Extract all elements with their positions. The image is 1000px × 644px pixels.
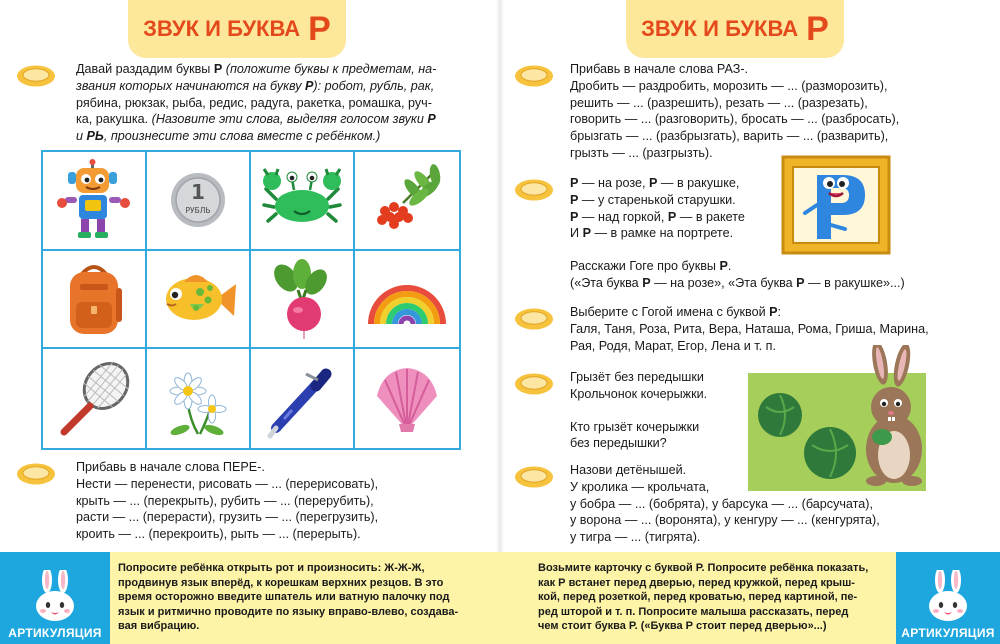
riddle-task: Грызёт без передышки Крольчонок кочерыжки. Кто грызёт кочерыжки без передышки?: [570, 370, 708, 451]
grid-cell-racket: [43, 349, 147, 448]
ruble-coin-icon: [154, 159, 242, 241]
grid-cell-radish: [251, 251, 355, 350]
grid-cell-robot: [43, 152, 147, 251]
articulation-text-right: Возьмите карточку с буквой Р. Попросите ребёнка показать, как Р встанет перед дверью, перед кружкой, перед крыш- кой, перед розеткой, перед кроватью, перед картиной, пе- ред шторой и т. п. Попросите малыша рассказать, перед чем стоит буква Р. («Буква Р стоит перед дверью»...): [538, 562, 869, 633]
backpack-icon: [50, 258, 138, 340]
crab-icon: [258, 159, 346, 241]
framed-letter-p-icon: [781, 155, 891, 255]
raz-task: Прибавь в начале слова РАЗ-. Дробить — раздробить, морозить — ... (разморозить), решить — ... (разрешить), резать — ... (разрезать), говорить — ... (разговорить), бросать — ... (разбросать), брызгать — ... (разбрызгать), варить — ... (разварить), грызть — ... (разгрызть).: [570, 62, 900, 160]
plate-icon: [514, 465, 554, 489]
chamomile-icon: [154, 358, 242, 440]
radish-icon: [258, 258, 346, 340]
babies-task: Назови детёнышей. У кролика — крольчата, у бобра — ... (бобрята), у барсука — ... (барсучата), у ворона — ... (воронята), у кенгуру — ... (кенгурята), у тигра — ... (тигрята).: [570, 463, 880, 545]
grid-cell-chamomile: [147, 349, 251, 448]
articulation-text-left: Попросите ребёнка открыть рот и произносить: Ж-Ж-Ж, продвинув язык вперёд, к корешкам верхних резцов. В это время осторожно введите шпатель или ватную палочку под язык и ритмично проводите по языку вправо-влево, создава- вая вибрацию.: [118, 562, 459, 633]
names-task: Выберите с Гогой имена с буквой Р: Галя, Таня, Роза, Рита, Вера, Наташа, Рома, Гриша, Марина, Рая, Родя, Марат, Егор, Лена и т. п.: [570, 305, 929, 353]
grid-cell-seashell: [355, 349, 459, 448]
picture-grid: [41, 150, 461, 450]
articulation-badge-right: АРТИКУЛЯЦИЯ: [896, 552, 1000, 644]
right-page-title: ЗВУК И БУКВА Р: [626, 0, 844, 58]
svg-text:1: 1: [191, 180, 205, 205]
grid-cell-fish: [147, 251, 251, 350]
plate-icon: [514, 64, 554, 88]
plate-icon: [514, 178, 554, 202]
plate-icon: [16, 64, 56, 88]
seashell-icon: [363, 358, 451, 440]
right-page: [500, 0, 1000, 644]
grid-cell-backpack: [43, 251, 147, 350]
letters-task: Давай раздадим буквы Р (положите буквы к предметам, на- звания которых начинаются на букву Р): робот, рубль, рак, рябина, рюкзак, рыба, редис, радуга, ракетка, ромашка, руч- ка, ракушка. (Назовите эти слова, выделяя голосом звуки Р и РЬ, произнесите эти слова вместе с ребёнком.): [76, 62, 437, 144]
grid-cell-rowan: [355, 152, 459, 251]
svg-text:РУБЛЬ: РУБЛЬ: [185, 206, 211, 216]
grid-cell-crab: [251, 152, 355, 251]
poem-task: Р — на розе, Р — в ракушке, Р — у старенькой старушки. Р — над горкой, Р — в ракете И Р — в рамке на портрете. Расскажи Гоге про буквы Р. («Эта буква Р — на розе», «Эта буква Р — в ракушке»...): [570, 176, 905, 290]
rowan-icon: [363, 159, 451, 241]
articulation-badge-left: АРТИКУЛЯЦИЯ: [0, 552, 110, 644]
grid-cell-rainbow: [355, 251, 459, 350]
fish-icon: [154, 258, 242, 340]
grid-cell-ruble: [147, 152, 251, 251]
pen-icon: [258, 358, 346, 440]
plate-icon: [514, 307, 554, 331]
plate-icon: [514, 372, 554, 396]
bunny-icon: [916, 570, 980, 626]
bunny-icon: [23, 570, 87, 626]
plate-icon: [16, 462, 56, 486]
grid-cell-pen: [251, 349, 355, 448]
robot-icon: [50, 159, 138, 241]
left-page-title: ЗВУК И БУКВА Р: [128, 0, 346, 58]
racket-icon: [50, 358, 138, 440]
pere-task: Прибавь в начале слова ПЕРЕ-. Нести — перенести, рисовать — ... (перерисовать), крыть — ... (перекрыть), рубить — ... (перерубить), расти — ... (перерасти), грузить — ... (перегрузить), кроить — ... (перекроить), рыть — ... (перерыть).: [76, 460, 379, 542]
rainbow-icon: [363, 258, 451, 340]
